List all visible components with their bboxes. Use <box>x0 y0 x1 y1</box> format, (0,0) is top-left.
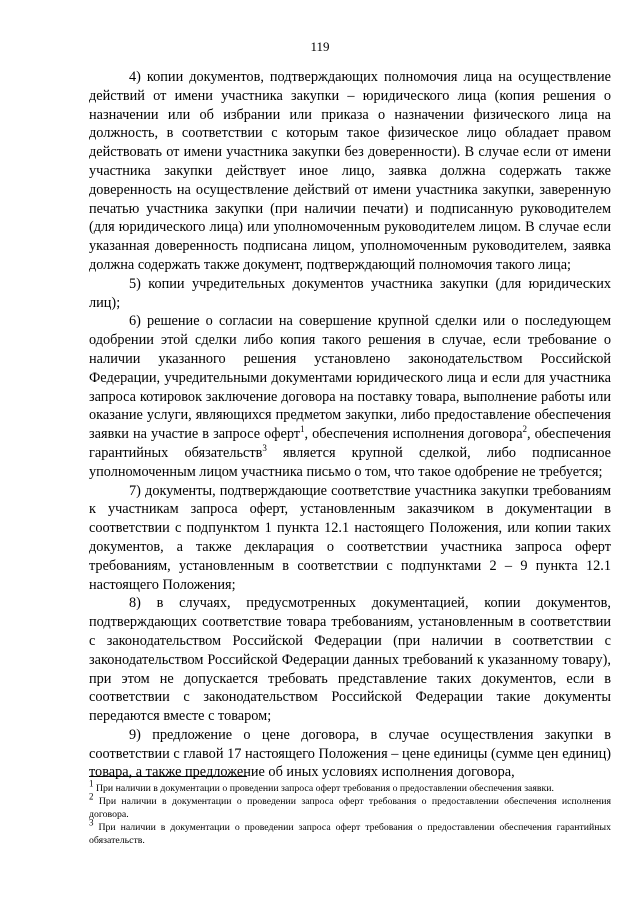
footnote-separator <box>89 776 247 777</box>
footnote-1 <box>89 778 611 795</box>
footnote-3-mark: 3 <box>89 817 94 828</box>
paragraph-item-6-part-2: , обеспечения исполнения договора <box>304 426 523 443</box>
paragraph-item-9: 9) предложение о цене договора, в случае осуществления закупки в соответствии с главой 17 настоящего Положения – цене единицы (сумме цен единиц) товара, а также предложение об иных условиях исполнения договора, <box>89 726 611 781</box>
page-number: 119 <box>310 39 330 54</box>
footnote-reference-1: 1 <box>300 424 305 435</box>
paragraph-item-6-part-1: 6) решение о согласии на совершение крупной сделки или о последующем одобрении этой сделки либо копия такого решения в случае, если требование о наличии указанного решения установлено законодательством Российской Федерации, учредительными документами юридического лица и если для участника запроса котировок заключение договора на поставку товара, выполнение работы или оказание услуги, являющихся предметом закупки, либо предоставление обеспечения заявки на участие в запросе оферт <box>89 313 611 443</box>
paragraph-item-5: 5) копии учредительных документов участника закупки (для юридических лиц); <box>89 275 611 311</box>
paragraph-item-6 <box>89 312 611 481</box>
footnotes <box>89 778 611 847</box>
footnote-1-mark: 1 <box>89 778 94 789</box>
footnote-2 <box>89 791 611 821</box>
footnote-2-text: При наличии в документации о проведении запроса оферт требования о предоставлении обеспечения исполнения договора. <box>89 796 611 820</box>
paragraph-item-4: 4) копии документов, подтверждающих полномочия лица на осуществление действий от имени участника закупки – юридического лица (копия решения о назначении или об избрании или приказа о назначении физического лица на должность, в соответствии с которым такое физическое лицо обладает правом действовать от имени участника закупки без доверенности). В случае если от имени участника закупки действует иное лицо, заявка должна содержать также доверенность на осуществление действий от имени участника закупки, заверенную печатью участника закупки (при наличии печати) и подписанную руководителем (для юридического лица) или уполномоченным руководителем лицом. В случае если указанная доверенность подписана лицом, уполномоченным руководителем, заявка должна содержать также документ, подтверждающий полномочия такого лица; <box>89 69 611 273</box>
paragraph-item-8: 8) в случаях, предусмотренных документацией, копии документов, подтверждающих соответствие товара требованиям, установленным в соответствии с законодательством Российской Федерации (при наличии в соответствии с законодательством Российской Федерации данных требований к указанному товару), при этом не допускается требовать представление таких документов, если в соответствии с законодательством Российской Федерации такие документы передаются вместе с товаром; <box>89 595 611 725</box>
footnote-reference-2: 2 <box>522 424 528 435</box>
paragraph-item-6-part-3: , обеспечения гарантийных обязательств <box>89 426 611 461</box>
footnote-3 <box>89 817 611 847</box>
paragraph-item-7: 7) документы, подтверждающие соответствие участника закупки требованиям к участникам запроса оферт, установленным заказчиком в документации в соответствии с подпунктом 1 пункта 12.1 настоящего Положения, или копии таких документов, а также декларация о соответствии участника запроса оферт требованиям, установленным в соответствии с подпунктами 2 – 9 пункта 12.1 настоящего Положения; <box>89 482 611 593</box>
footnote-reference-3: 3 <box>262 443 267 454</box>
document-body <box>89 68 611 782</box>
footnote-1-text: При наличии в документации о проведении запроса оферт требования о предоставлении обеспечения заявки. <box>93 783 554 794</box>
footnote-3-text: При наличии в документации о проведении запроса оферт требования о предоставлении обеспечения гарантийных обязательств. <box>89 822 611 846</box>
paragraph-item-6-part-4: является крупной сделкой, либо подписанное уполномоченным лицом участника письмо о том, что такое одобрение не требуется; <box>89 444 611 480</box>
footnote-2-mark: 2 <box>89 791 94 802</box>
